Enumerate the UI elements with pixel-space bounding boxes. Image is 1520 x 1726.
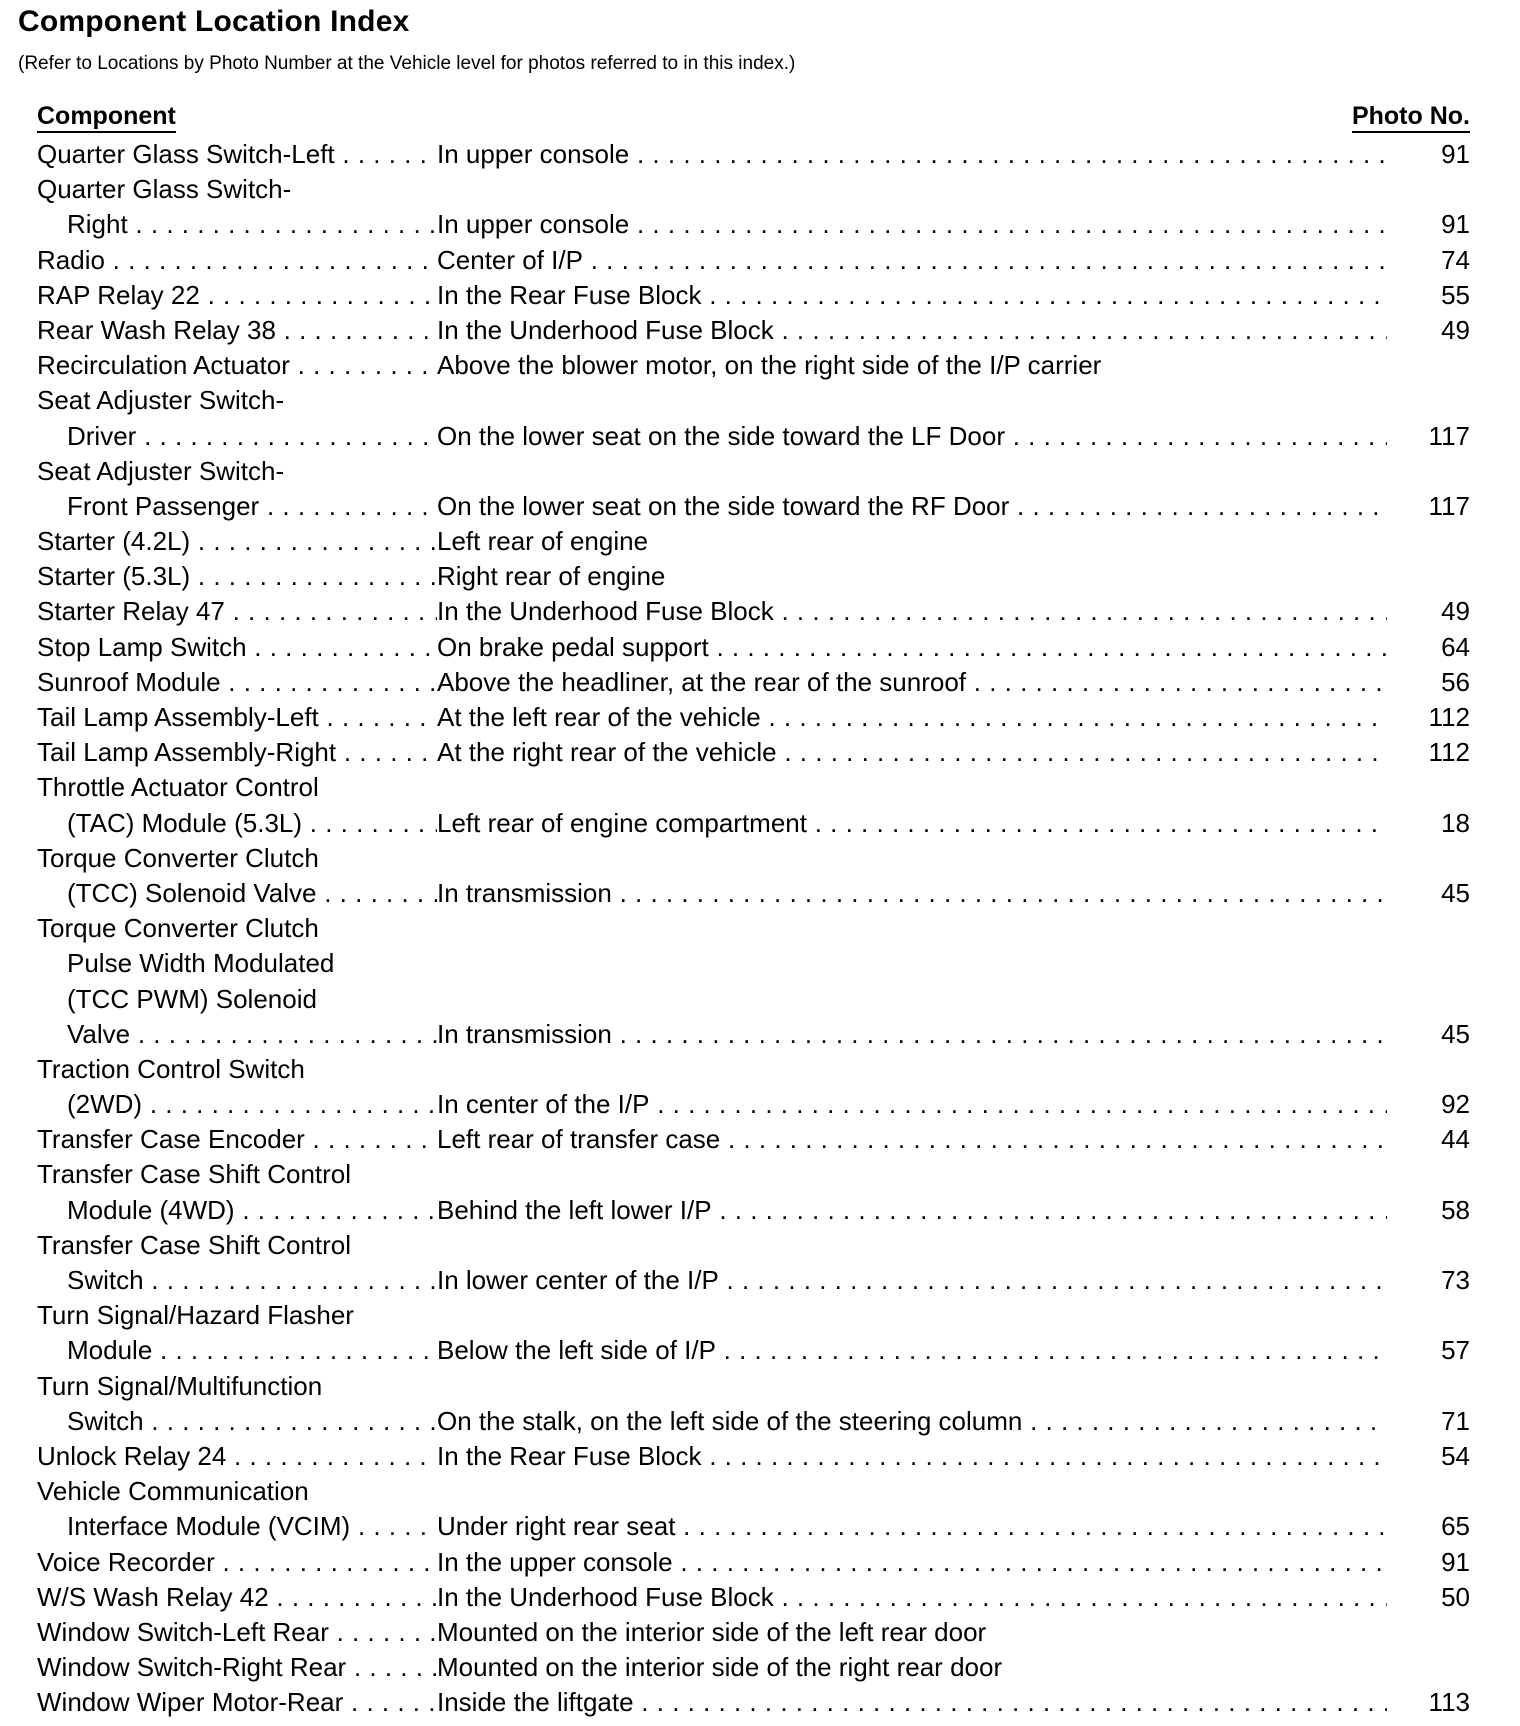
component-name: Quarter Glass Switch- — [37, 174, 292, 205]
component-name: Starter (5.3L) . . . — [37, 559, 437, 594]
index-entry-line — [37, 841, 1470, 876]
photo-number: 92 — [1390, 1087, 1470, 1122]
component-name: Starter Relay 47 . . . — [37, 594, 437, 629]
component-location: In upper console . . . — [437, 207, 1387, 242]
index-entry-line — [37, 278, 1470, 313]
component-name: Quarter Glass Switch-Left . . . — [37, 137, 437, 172]
component-location: Left rear of engine compartment . . . — [437, 806, 1387, 841]
component-location: Above the headliner, at the rear of the sunroof . . . — [437, 665, 1387, 700]
component-location: On brake pedal support . . . — [437, 630, 1387, 665]
index-entry-line — [37, 1685, 1470, 1720]
index-entry — [37, 1685, 1470, 1720]
index-entry — [37, 1157, 1470, 1227]
component-index-list — [37, 137, 1470, 1720]
component-location: Inside the liftgate . . . — [437, 1685, 1387, 1720]
photo-number: 64 — [1390, 630, 1470, 665]
index-entry-line — [37, 1193, 1470, 1228]
component-location: Mounted on the interior side of the left rear door — [437, 1616, 987, 1647]
photo-number: 112 — [1390, 700, 1470, 735]
component-name: Radio . . . — [37, 243, 437, 278]
component-name: Unlock Relay 24 . . . — [37, 1439, 437, 1474]
index-entry-line — [37, 946, 1470, 981]
index-entry-line — [37, 1615, 1470, 1650]
index-entry-line — [37, 137, 1470, 172]
component-location: Left rear of transfer case . . . — [437, 1122, 1387, 1157]
component-location: In lower center of the I/P . . . — [437, 1263, 1387, 1298]
index-entry — [37, 911, 1470, 1052]
index-entry-line — [37, 1228, 1470, 1263]
index-entry-line — [37, 524, 1470, 559]
index-entry — [37, 278, 1470, 313]
component-name: Pulse Width Modulated — [67, 948, 335, 979]
photo-number: 117 — [1390, 419, 1470, 454]
index-entry-line — [37, 1509, 1470, 1544]
index-entry-line — [37, 559, 1470, 594]
component-name: Driver . . . — [67, 419, 437, 454]
photo-number: 44 — [1390, 1122, 1470, 1157]
index-entry — [37, 770, 1470, 840]
index-entry-line — [37, 594, 1470, 629]
component-name: Sunroof Module . . . — [37, 665, 437, 700]
component-name: Transfer Case Shift Control — [37, 1229, 352, 1260]
photo-number: 45 — [1390, 1017, 1470, 1052]
component-location: Left rear of engine — [437, 526, 649, 557]
component-location: At the left rear of the vehicle . . . — [437, 700, 1387, 735]
index-entry-line — [37, 1052, 1470, 1087]
photo-number: 49 — [1390, 594, 1470, 629]
index-entry — [37, 594, 1470, 629]
component-name: (TCC PWM) Solenoid — [67, 983, 317, 1014]
component-location: In upper console . . . — [437, 137, 1387, 172]
index-entry — [37, 735, 1470, 770]
component-location: On the lower seat on the side toward the RF Door . . . — [437, 489, 1387, 524]
photo-number: 18 — [1390, 806, 1470, 841]
photo-number: 54 — [1390, 1439, 1470, 1474]
index-entry — [37, 700, 1470, 735]
index-entry-line — [37, 911, 1470, 946]
index-entry — [37, 348, 1470, 383]
component-name: Switch . . . — [67, 1263, 437, 1298]
index-entry-line — [37, 1087, 1470, 1122]
index-entry-line — [37, 348, 1470, 383]
component-name: W/S Wash Relay 42 . . . — [37, 1580, 437, 1615]
photo-number: 71 — [1390, 1404, 1470, 1439]
component-name: Turn Signal/Multifunction — [37, 1370, 323, 1401]
index-entry-line — [37, 665, 1470, 700]
photo-number: 112 — [1390, 735, 1470, 770]
photo-number: 58 — [1390, 1193, 1470, 1228]
index-entry-line — [37, 1298, 1470, 1333]
photo-number: 74 — [1390, 243, 1470, 278]
index-entry-line — [37, 1263, 1470, 1298]
index-entry — [37, 1474, 1470, 1544]
index-entry-line — [37, 243, 1470, 278]
component-name: Seat Adjuster Switch- — [37, 455, 285, 486]
component-location: On the stalk, on the left side of the steering column . . . — [437, 1404, 1387, 1439]
component-name: Interface Module (VCIM) . . . — [67, 1509, 437, 1544]
index-entry-line — [37, 982, 1470, 1017]
component-name: Rear Wash Relay 38 . . . — [37, 313, 437, 348]
photo-number: 73 — [1390, 1263, 1470, 1298]
index-entry-line — [37, 1545, 1470, 1580]
component-name: Transfer Case Encoder . . . — [37, 1122, 437, 1157]
index-entry — [37, 1369, 1470, 1439]
photo-number: 113 — [1390, 1685, 1470, 1720]
index-entry-line — [37, 876, 1470, 911]
index-entry — [37, 1052, 1470, 1122]
component-location: Under right rear seat . . . — [437, 1509, 1387, 1544]
component-name: Recirculation Actuator . . . — [37, 348, 437, 383]
index-entry-line — [37, 1122, 1470, 1157]
component-location: Below the left side of I/P . . . — [437, 1333, 1387, 1368]
component-name: Transfer Case Shift Control — [37, 1159, 352, 1190]
component-name: Tail Lamp Assembly-Right . . . — [37, 735, 437, 770]
index-entry-line — [37, 419, 1470, 454]
component-name: Window Switch-Right Rear . . . — [37, 1650, 437, 1685]
index-entry — [37, 1650, 1470, 1685]
index-entry — [37, 1439, 1470, 1474]
photo-number: 50 — [1390, 1580, 1470, 1615]
component-location: Behind the left lower I/P . . . — [437, 1193, 1387, 1228]
index-entry-line — [37, 806, 1470, 841]
index-entry-line — [37, 1333, 1470, 1368]
index-entry-line — [37, 1580, 1470, 1615]
index-entry-line — [37, 207, 1470, 242]
component-location: In the Underhood Fuse Block . . . — [437, 1580, 1387, 1615]
index-entry — [37, 665, 1470, 700]
component-location: Center of I/P . . . — [437, 243, 1387, 278]
index-entry — [37, 559, 1470, 594]
photo-number: 57 — [1390, 1333, 1470, 1368]
index-entry-line — [37, 1650, 1470, 1685]
component-location: On the lower seat on the side toward the LF Door . . . — [437, 419, 1387, 454]
component-name: Module . . . — [67, 1333, 437, 1368]
index-entry-line — [37, 1017, 1470, 1052]
component-name: (TAC) Module (5.3L) . . . — [67, 806, 437, 841]
index-entry — [37, 383, 1470, 453]
page-title: Component Location Index — [18, 5, 410, 38]
component-name: (TCC) Solenoid Valve . . . — [67, 876, 437, 911]
index-entry — [37, 1615, 1470, 1650]
component-location: Mounted on the interior side of the right rear door — [437, 1652, 1003, 1683]
component-name: (2WD) . . . — [67, 1087, 437, 1122]
index-entry-line — [37, 1404, 1470, 1439]
component-location: In the Underhood Fuse Block . . . — [437, 594, 1387, 629]
index-entry-line — [37, 630, 1470, 665]
index-entry — [37, 841, 1470, 911]
component-name: Vehicle Communication — [37, 1476, 309, 1507]
component-name: RAP Relay 22 . . . — [37, 278, 437, 313]
index-entry-line — [37, 700, 1470, 735]
index-entry-line — [37, 383, 1470, 418]
index-entry — [37, 524, 1470, 559]
index-entry-line — [37, 770, 1470, 805]
index-entry — [37, 172, 1470, 242]
component-location: In the Underhood Fuse Block . . . — [437, 313, 1387, 348]
component-name: Stop Lamp Switch . . . — [37, 630, 437, 665]
component-location: In the Rear Fuse Block . . . — [437, 278, 1387, 313]
index-entry — [37, 243, 1470, 278]
component-name: Torque Converter Clutch — [37, 842, 319, 873]
photo-number: 49 — [1390, 313, 1470, 348]
index-entry-line — [37, 489, 1470, 524]
index-entry — [37, 630, 1470, 665]
component-location: In center of the I/P . . . — [437, 1087, 1387, 1122]
component-name: Window Switch-Left Rear . . . — [37, 1615, 437, 1650]
index-entry-line — [37, 172, 1470, 207]
page-note: (Refer to Locations by Photo Number at the Vehicle level for photos referred to in this index.) — [18, 53, 796, 74]
component-location: At the right rear of the vehicle . . . — [437, 735, 1387, 770]
photo-number: 55 — [1390, 278, 1470, 313]
index-entry — [37, 1122, 1470, 1157]
component-name: Tail Lamp Assembly-Left . . . — [37, 700, 437, 735]
column-header-component: Component — [37, 101, 176, 133]
component-location: In transmission . . . — [437, 876, 1387, 911]
component-name: Seat Adjuster Switch- — [37, 385, 285, 416]
index-entry-line — [37, 1369, 1470, 1404]
index-entry — [37, 137, 1470, 172]
component-name: Window Wiper Motor-Rear . . . — [37, 1685, 437, 1720]
index-entry — [37, 1298, 1470, 1368]
column-header-photo-no: Photo No. — [1352, 101, 1470, 133]
component-location: Right rear of engine — [437, 561, 666, 592]
index-entry-line — [37, 1474, 1470, 1509]
component-name: Starter (4.2L) . . . — [37, 524, 437, 559]
component-name: Throttle Actuator Control — [37, 772, 319, 803]
photo-number: 91 — [1390, 137, 1470, 172]
photo-number: 45 — [1390, 876, 1470, 911]
photo-number: 117 — [1390, 489, 1470, 524]
component-name: Front Passenger . . . — [67, 489, 437, 524]
component-location: In transmission . . . — [437, 1017, 1387, 1052]
component-location: Above the blower motor, on the right side of the I/P carrier — [437, 350, 1102, 381]
component-name: Switch . . . — [67, 1404, 437, 1439]
index-entry — [37, 1228, 1470, 1298]
index-entry — [37, 454, 1470, 524]
index-entry-line — [37, 1157, 1470, 1192]
index-entry — [37, 1545, 1470, 1580]
component-name: Torque Converter Clutch — [37, 913, 319, 944]
photo-number: 65 — [1390, 1509, 1470, 1544]
photo-number: 91 — [1390, 207, 1470, 242]
photo-number: 91 — [1390, 1545, 1470, 1580]
photo-number: 56 — [1390, 665, 1470, 700]
index-entry-line — [37, 735, 1470, 770]
component-name: Traction Control Switch — [37, 1053, 305, 1084]
component-name: Module (4WD) . . . — [67, 1193, 437, 1228]
index-entry — [37, 1580, 1470, 1615]
index-entry-line — [37, 1439, 1470, 1474]
component-location: In the upper console . . . — [437, 1545, 1387, 1580]
index-entry-line — [37, 313, 1470, 348]
index-entry-line — [37, 454, 1470, 489]
component-name: Valve . . . — [67, 1017, 437, 1052]
index-entry — [37, 313, 1470, 348]
component-name: Right . . . — [67, 207, 437, 242]
component-location: In the Rear Fuse Block . . . — [437, 1439, 1387, 1474]
component-name: Voice Recorder . . . — [37, 1545, 437, 1580]
component-name: Turn Signal/Hazard Flasher — [37, 1300, 354, 1331]
